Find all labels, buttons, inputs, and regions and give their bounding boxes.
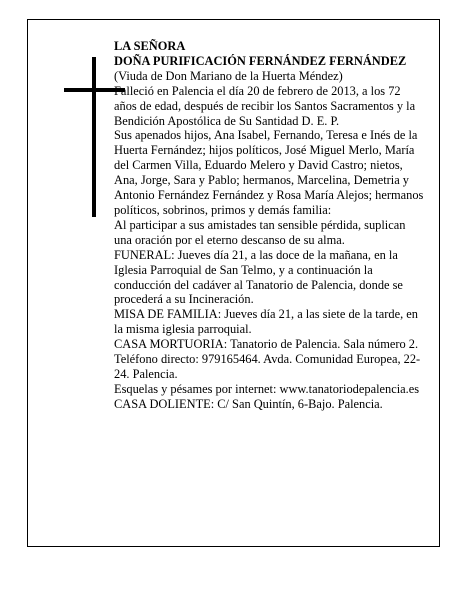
- mortuary-paragraph: CASA MORTUORIA: Tanatorio de Palencia. Sala número 2. Teléfono directo: 979165464. Avda. Comunidad Europea, 22-24. Palencia.: [114, 337, 421, 381]
- notice-heading-title: LA SEÑORA: [114, 39, 186, 53]
- prayer-paragraph: Al participar a sus amistades tan sensible pérdida, suplican una oración por el eterno descanso de su alma.: [114, 217, 406, 247]
- notice-text: [114, 39, 426, 412]
- funeral-paragraph: FUNERAL: Jueves día 21, a las doce de la mañana, en la Iglesia Parroquial de San Telmo, y a continuación la conducción del cadáver al Tanatorio de Palencia, donde se procederá a su Incineración.: [114, 247, 403, 307]
- widow-note: (Viuda de Don Mariano de la Huerta Méndez): [114, 68, 343, 83]
- death-paragraph: Falleció en Palencia el día 20 de febrero de 2013, a los 72 años de edad, después de recibir los Santos Sacramentos y la Bendición Apostólica de Su Santidad D. E. P.: [114, 83, 416, 128]
- home-paragraph: CASA DOLIENTE: C/ San Quintín, 6-Bajo. Palencia.: [114, 396, 383, 411]
- notice-heading-name: DOÑA PURIFICACIÓN FERNÁNDEZ FERNÁNDEZ: [114, 53, 407, 68]
- cross-vertical-bar: [92, 57, 96, 217]
- family-paragraph: Sus apenados hijos, Ana Isabel, Fernando, Teresa e Inés de la Huerta Fernández; hijos políticos, José Miguel Merlo, María del Carmen Villa, Eduardo Melero y David Castro; nietos, Ana, Jorge, Sara y Pablo; hermanos, Marcelina, Demetria y Antonio Fernández Fernández y Rosa María Alejos; hermanos políticos, sobrinos, primos y demás familia:: [114, 128, 424, 217]
- family-mass-paragraph: MISA DE FAMILIA: Jueves día 21, a las siete de la tarde, en la misma iglesia parroquial.: [114, 307, 418, 337]
- internet-paragraph: Esquelas y pésames por internet: www.tanatoriodepalencia.es: [114, 381, 420, 396]
- obituary-notice: [27, 19, 440, 547]
